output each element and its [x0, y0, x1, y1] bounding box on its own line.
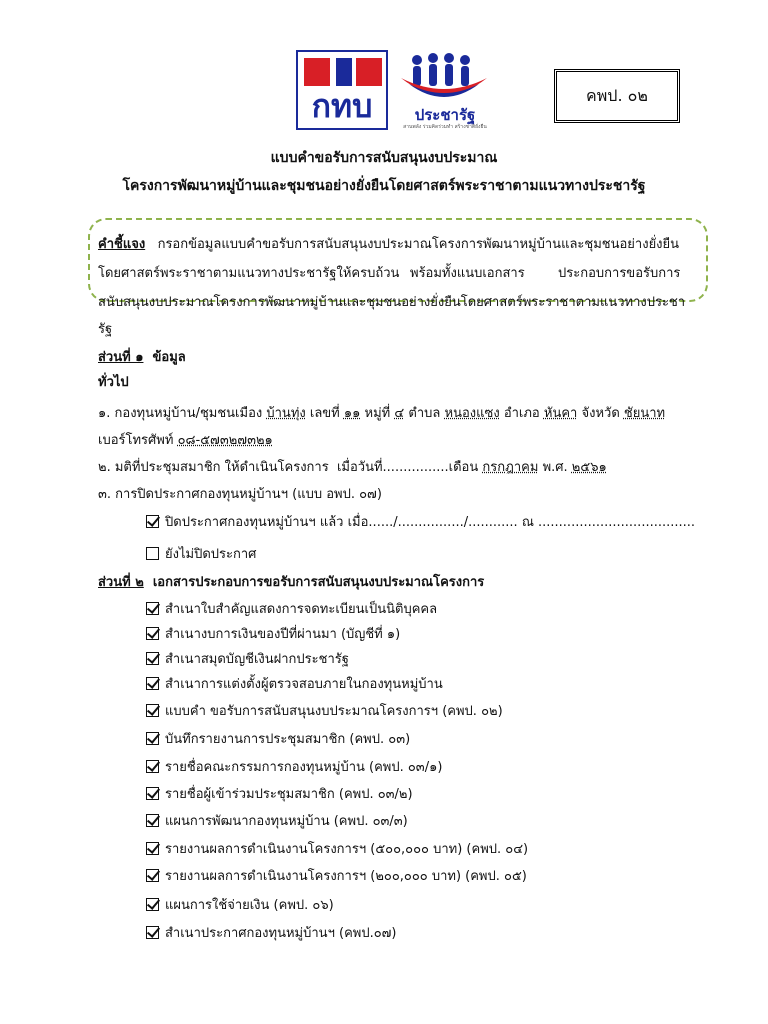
kthb-logo-text: กทบ [311, 87, 373, 125]
doc-checkbox[interactable] [146, 732, 159, 745]
pracharat-logo-subtext: สานพลัง ร่วมคิดร่วมทำ สร้างชาติยั่งยืน [403, 124, 487, 130]
instructions-line2c: ประกอบการขอรับการ [558, 266, 681, 281]
instructions-line2a: โดยศาสตร์พระราชาตามแนวทางประชารัฐให้ครบถ้วน [98, 266, 400, 281]
doc-item[interactable]: แผนการพัฒนากองทุนหมู่บ้าน (คพป. ๐๓/๓) [146, 813, 408, 831]
not-posted-option[interactable]: ยังไม่ปิดประกาศ [146, 546, 256, 564]
meeting-resolution-line: ๒. มติที่ประชุมสมาชิก ให้ดำเนินโครงการ เมื่อวันที่................เดือน กรกฎาคม พ.ศ. ๒๕๖๑ [98, 460, 607, 475]
section1-heading: ส่วนที่ ๑ ข้อมูล [98, 350, 186, 365]
amphoe: หันคา [543, 406, 578, 421]
doc-item[interactable]: สำเนาสมุดบัญชีเงินฝากประชารัฐ [146, 651, 349, 669]
doc-item[interactable]: รายชื่อผู้เข้าร่วมประชุมสมาชิก (คพป. ๐๓/๒) [146, 786, 413, 804]
doc-item[interactable]: สำเนางบการเงินของปีที่ผ่านมา (บัญชีที่ ๑) [146, 626, 400, 644]
section1-heading-line2: ทั่วไป [98, 375, 129, 390]
posted-checkbox[interactable] [146, 515, 159, 528]
phone-line: เบอร์โทรศัพท์ ๐๘-๕๗๓๒๗๓๒๑ [98, 433, 273, 448]
doc-item[interactable]: สำเนาการแต่งตั้งผู้ตรวจสอบภายในกองทุนหมู่บ้าน [146, 676, 443, 694]
phone-number: ๐๘-๕๗๓๒๗๓๒๑ [177, 433, 273, 448]
pracharat-logo-text: ประชารัฐ [414, 106, 476, 124]
pracharat-logo-icon [395, 52, 493, 112]
not-posted-checkbox[interactable] [146, 547, 159, 560]
village-name: บ้านทุ่ง [266, 406, 306, 421]
doc-item[interactable]: แบบคำ ขอรับการสนับสนุนงบประมาณโครงการฯ (คพป. ๐๒) [146, 703, 503, 721]
instructions-line4: รัฐ [98, 322, 113, 337]
doc-checkbox[interactable] [146, 869, 159, 882]
doc-title: แบบคำขอรับการสนับสนุนงบประมาณ [270, 150, 498, 166]
doc-checkbox[interactable] [146, 898, 159, 911]
section2-heading: ส่วนที่ ๒ เอกสารประกอบการขอรับการสนับสนุนงบประมาณโครงการ [98, 575, 485, 590]
form-code-box [554, 69, 680, 123]
instructions-box [88, 218, 708, 302]
instructions-line3: สนับสนุนงบประมาณโครงการพัฒนาหมู่บ้านและชุมชนอย่างยั่งยืนโดยศาสตร์พระราชาตามแนวทางประชา [98, 295, 686, 310]
province: ชัยนาท [623, 406, 666, 421]
instructions-line1: คำชี้แจง กรอกข้อมูลแบบคำขอรับการสนับสนุนงบประมาณโครงการพัฒนาหมู่บ้านและชุมชนอย่างยั่งยืน [98, 237, 680, 252]
doc-checkbox[interactable] [146, 814, 159, 827]
moo-no: ๔ [394, 406, 405, 421]
doc-item[interactable]: แผนการใช้จ่ายเงิน (คพป. ๐๖) [146, 897, 334, 915]
tambon: หนองแซง [444, 406, 500, 421]
doc-item[interactable]: รายงานผลการดำเนินงานโครงการฯ (๕๐๐,๐๐๐ บาท) (คพป. ๐๔) [146, 841, 528, 859]
doc-checkbox[interactable] [146, 677, 159, 690]
doc-checkbox[interactable] [146, 704, 159, 717]
form-code: คพป. ๐๒ [586, 85, 648, 105]
house-no: ๑๑ [343, 406, 361, 421]
doc-subtitle: โครงการพัฒนาหมู่บ้านและชุมชนอย่างยั่งยืนโดยศาสตร์พระราชาตามแนวทางประชารัฐ [122, 178, 646, 194]
doc-checkbox[interactable] [146, 787, 159, 800]
meeting-year: ๒๕๖๑ [571, 460, 607, 475]
doc-item[interactable]: บันทึกรายงานการประชุมสมาชิก (คพป. ๐๓) [146, 731, 410, 749]
doc-item[interactable]: สำเนาใบสำคัญแสดงการจดทะเบียนเป็นนิติบุคคล [146, 601, 437, 619]
village-fund-line: ๑. กองทุนหมู่บ้าน/ชุมชนเมือง บ้านทุ่ง เลขที่ ๑๑ หมู่ที่ ๔ ตำบล หนองแซง อำเภอ หันคา จังหวัด ชัยนาท [98, 406, 666, 421]
announcement-line: ๓. การปิดประกาศกองทุนหมู่บ้านฯ (แบบ อพป. ๐๗) [98, 487, 382, 502]
doc-item[interactable]: สำเนาประกาศกองทุนหมู่บ้านฯ (คพป.๐๗) [146, 925, 397, 943]
doc-checkbox[interactable] [146, 652, 159, 665]
instructions-line2b: พร้อมทั้งแนบเอกสาร [410, 266, 525, 281]
doc-item[interactable]: รายชื่อคณะกรรมการกองทุนหมู่บ้าน (คพป. ๐๓/๑) [146, 759, 442, 777]
meeting-month: กรกฎาคม [482, 460, 539, 475]
doc-checkbox[interactable] [146, 842, 159, 855]
posted-option[interactable]: ปิดประกาศกองทุนหมู่บ้านฯ แล้ว เมื่อ....../................/............ ณ ...................................... [146, 514, 695, 532]
kthb-logo [296, 50, 388, 130]
doc-checkbox[interactable] [146, 627, 159, 640]
doc-checkbox[interactable] [146, 760, 159, 773]
doc-checkbox[interactable] [146, 602, 159, 615]
doc-item[interactable]: รายงานผลการดำเนินงานโครงการฯ (๒๐๐,๐๐๐ บาท) (คพป. ๐๕) [146, 868, 527, 886]
instructions-label: คำชี้แจง [98, 237, 146, 252]
doc-checkbox[interactable] [146, 926, 159, 939]
